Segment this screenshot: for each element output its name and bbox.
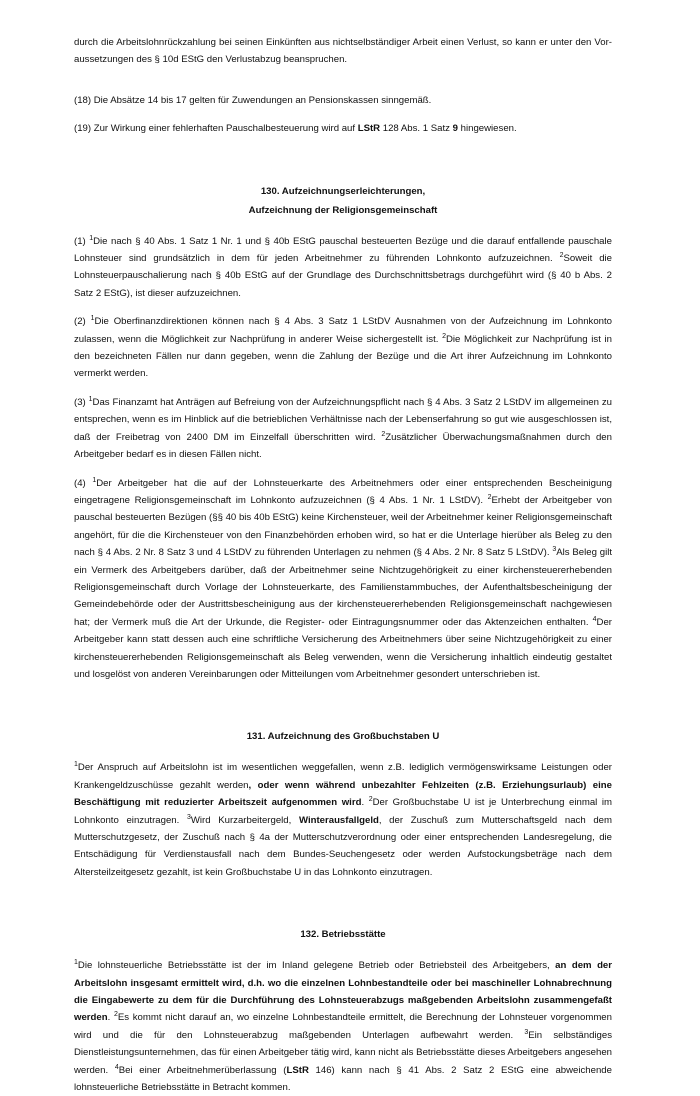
text-run: (1)	[74, 235, 90, 247]
section-heading-line: 131. Aufzeichnung des Großbuchstaben U	[246, 731, 440, 743]
text-run: Wird Kurzarbeitergeld,	[190, 814, 299, 826]
section-131-heading	[74, 727, 612, 746]
text-run: durch die Arbeitslohnrückzahlung bei seinen Einkünften aus nichtselbständiger Arbeit einen Verlust, so kann er unter den Voraussetzungen des § 10d EStG den Verlustabzug beanspruchen.	[74, 37, 612, 66]
text-run: (19) Zur Wirkung einer fehlerhaften Pauschalbesteuerung wird auf	[74, 123, 358, 135]
sentence-number: 1	[74, 959, 78, 967]
bold-text: an dem der Arbeitslohn insgesamt ermittelt wird, d.h. wo die einzelnen Lohnbestandteile oder bei maschineller Lohnabrechnung die Eingabewerte zu dem für die Durchführung des Lohnsteuerabzugs maßgebenden Arbeitslohn zusammengefaßt werden	[74, 960, 612, 1024]
text-run: Die Möglichkeit zur Nachprüfung ist in den bezeichneten Fällen nur dann gegeben, wenn die Zahlung der Bezüge und die Art ihrer Aufzeichnung im Lohnkonto vermerkt werden.	[74, 333, 612, 380]
text-run: 146) kann nach § 41 Abs. 2 Satz 2 EStG eine abweichende lohnsteuerliche Betriebsstätte in Betracht kommen.	[74, 1064, 612, 1094]
sentence-number: 4	[592, 615, 597, 623]
section-heading-line: 130. Aufzeichnungserleichterungen,	[260, 185, 426, 197]
sec131-text-paragraph	[74, 759, 612, 881]
text-run: 128 Abs. 1 Satz	[380, 123, 453, 135]
text-run: Erhebt der Arbeitgeber von pauschal besteuerten Bezügen (§§ 40 bis 40b EStG) keine Kirchensteuer, weil der Arbeitnehmer keiner Religionsgemeinschaft angehört, für die die Kirchensteuer von den Finanzbehörden erhoben wird, so hat er die Unterlage hierüber als Beleg zu den nach § 4 Abs. 2 Nr. 8 Satz 3 und 4 LStDV zu führenden Unterlagen zu nehmen (§ 4 Abs. 2 Nr. 8 Satz 5 LStDV).	[74, 494, 612, 559]
text-run: Als Beleg gilt ein Vermerk des Arbeitgebers darüber, daß der Arbeitnehmer seine Nichtzugehörigkeit zu einer kirchensteuererhebenden Religionsgemeinschaft durch Vorlage der Lohnsteuerkarte, des Familienstammbuches, der Aufenthaltsbescheinigung der Gemeindebehörde oder der Austrittsbescheinigung aus der kirchensteuererhebenden Religionsgemeinschaft nachgewiesen hat; der Vermerk muß die Art der Urkunde, die Register- oder Eintragungsnummer oder das Aktenzeichen enthalten.	[74, 547, 612, 628]
sentence-number: 3	[552, 546, 557, 554]
text-run: Der Arbeitgeber kann statt dessen auch eine schriftliche Versicherung des Arbeitnehmers über seine Nichtzugehörigkeit zu einer kirchensteuererhebenden Religionsgemeinschaft als Beleg verwenden, wenn die Versicherung inhaltlich eindeutig gestaltet und losgelöst von anderen Vereinbarungen oder Mitteilungen vom Arbeitnehmer gesondert unterschrieben ist.	[74, 616, 612, 680]
spacer	[74, 881, 612, 925]
sentence-number: 2	[487, 493, 492, 501]
sec132-text-paragraph	[74, 957, 612, 1096]
text-run: (4)	[74, 477, 93, 489]
text-run: (2)	[74, 316, 91, 328]
text-run: Die Oberfinanzdirektionen können nach § 4 Abs. 3 Satz 1 LStDV Ausnahmen von der Aufzeichnung im Lohnkonto zulassen, wenn die Möglichkeit zur Nachprüfung in anderer Weise sichergestellt ist.	[74, 316, 613, 345]
sentence-number: 1	[74, 761, 78, 769]
sentence-number: 1	[89, 234, 94, 242]
bold-text: LStR	[286, 1064, 309, 1076]
spacer	[74, 683, 612, 727]
spacer	[74, 944, 612, 957]
text-run: Der Großbuchstabe U ist je Unterbrechung einmal im Lohnkonto einzutragen.	[74, 797, 613, 826]
text-run: .	[107, 1012, 114, 1024]
bold-text: LStR	[357, 123, 381, 135]
text-run: Bei einer Arbeitnehmerüberlassung (	[118, 1064, 287, 1076]
bold-text: Winterausfallgeld	[298, 814, 379, 826]
text-run: Der Anspruch auf Arbeitslohn ist im wesentlichen weggefallen, wenn z.B. lediglich vermögenswirksame Leistungen oder Krankengeldzuschüsse gezahlt werden	[74, 762, 612, 791]
spacer	[74, 69, 612, 92]
sentence-number: 2	[113, 1011, 118, 1019]
text-run: (18) Die Absätze 14 bis 17 gelten für Zuwendungen an Pensionskassen sinngemäß.	[74, 94, 432, 106]
text-run: .	[361, 797, 369, 809]
sentence-number: 1	[92, 476, 97, 484]
text-run: Soweit die Lohnsteuerpauschalierung nach § 40b EStG auf der Grundlage des Durchschnittsbetrags durchgeführt wird (§ 40 b Abs. 2 Satz 2 EStG), ist dieser aufzuzeichnen.	[74, 253, 613, 299]
text-run: , der Zuschuß zum Mutterschaftsgeld nach dem Mutterschutzgesetz, der Zuschuß nach § 4a der Mutterschutzverordnung oder einer entsprechenden Landesregelung, die Entschädigung für Verdienstausfall nach dem Bundes-Seuchengesetz oder werden Aufstockungsbeträge nach dem Altersteilzeitgesetz gezahlt, ist kein Großbuchstabe U in das Lohnkonto einzutragen.	[74, 814, 612, 878]
sentence-number: 3	[186, 813, 191, 821]
section-130-heading	[74, 182, 612, 220]
sentence-number: 1	[90, 315, 95, 323]
spacer	[74, 464, 612, 475]
sentence-number: 2	[368, 796, 373, 804]
sentence-number: 2	[559, 252, 564, 260]
sentence-number: 1	[88, 395, 93, 403]
abs-18-paragraph	[74, 92, 612, 109]
document-body	[74, 34, 612, 1096]
sec130-abs-2-paragraph	[74, 313, 612, 383]
abs-19-paragraph	[74, 120, 612, 137]
text-run: Es kommt nicht darauf an, wo einzelne Lohnbestandteile ermittelt, die Berechnung der Lohnsteuer vorgenommen wird und die für den Lohnsteuerabzug maßgebenden Unterlagen aufbewahrt werden.	[74, 1012, 612, 1041]
sentence-number: 4	[114, 1063, 119, 1071]
sentence-number: 2	[381, 430, 386, 438]
text-run: (3)	[74, 396, 89, 408]
sec130-abs-4-paragraph	[74, 475, 612, 684]
section-heading-line: 132. Betriebsstätte	[300, 929, 386, 941]
bold-text: , oder wenn während unbezahlter Fehlzeiten (z.B. Erziehungsurlaub) eine Beschäftigung mit reduzierter Arbeitszeit aufgenommen wird	[74, 779, 612, 809]
spacer	[74, 220, 612, 233]
text-run: Die nach § 40 Abs. 1 Satz 1 Nr. 1 und § 40b EStG pauschal besteuerten Bezüge und die darauf entfallende pauschale Lohnsteuer sind grundsätzlich in dem für jeden Arbeitnehmer zu führenden Lohnkonto aufzuzeichnen.	[74, 235, 612, 265]
bold-text: 9	[452, 123, 458, 135]
text-run: Ein selbständiges Dienstleistungsunternehmen, das für einen Arbeitgeber tätig wird, kann nicht als Betriebsstätte dieses Arbeitgebers angesehen werden.	[74, 1029, 613, 1076]
spacer	[74, 138, 612, 182]
text-run: Die lohnsteuerliche Betriebsstätte ist der im Inland gelegene Betrieb oder Betriebsteil des Arbeitgebers,	[77, 960, 556, 972]
text-run: Das Finanzamt hat Anträgen auf Befreiung von der Aufzeichnungspflicht nach § 4 Abs. 3 Satz 2 LStDV im allgemeinen zu entsprechen, wenn es im Hinblick auf die betrieblichen Verhältnisse nach der Lebenserfahrung so gut wie ausgeschlossen ist, daß der Freibetrag von 2400 DM im Einzelfall überschritten wird.	[74, 396, 613, 443]
text-run: hingewiesen.	[457, 123, 517, 135]
spacer	[74, 302, 612, 313]
section-132-heading	[74, 925, 612, 944]
text-run: Zusätzlicher Überwachungsmaßnahmen durch den Arbeitgeber bedarf es in diesen Fällen nicht.	[74, 431, 612, 461]
section-heading-line: Aufzeichnung der Religionsgemeinschaft	[248, 204, 438, 216]
sec130-abs-1-paragraph	[74, 233, 612, 303]
text-run: Der Arbeitgeber hat die auf der Lohnsteuerkarte des Arbeitnehmers oder einer entsprechenden Bescheinigung eingetragene Religionsgemeinschaft im Lohnkonto aufzuzeichnen (§ 4 Abs. 1 Nr. 1 LStDV).	[74, 477, 612, 506]
sec130-abs-3-paragraph	[74, 394, 612, 464]
spacer	[74, 383, 612, 394]
spacer	[74, 746, 612, 759]
continuation-paragraph	[74, 34, 612, 69]
sentence-number: 2	[442, 332, 446, 340]
spacer	[74, 109, 612, 120]
sentence-number: 3	[524, 1028, 529, 1036]
